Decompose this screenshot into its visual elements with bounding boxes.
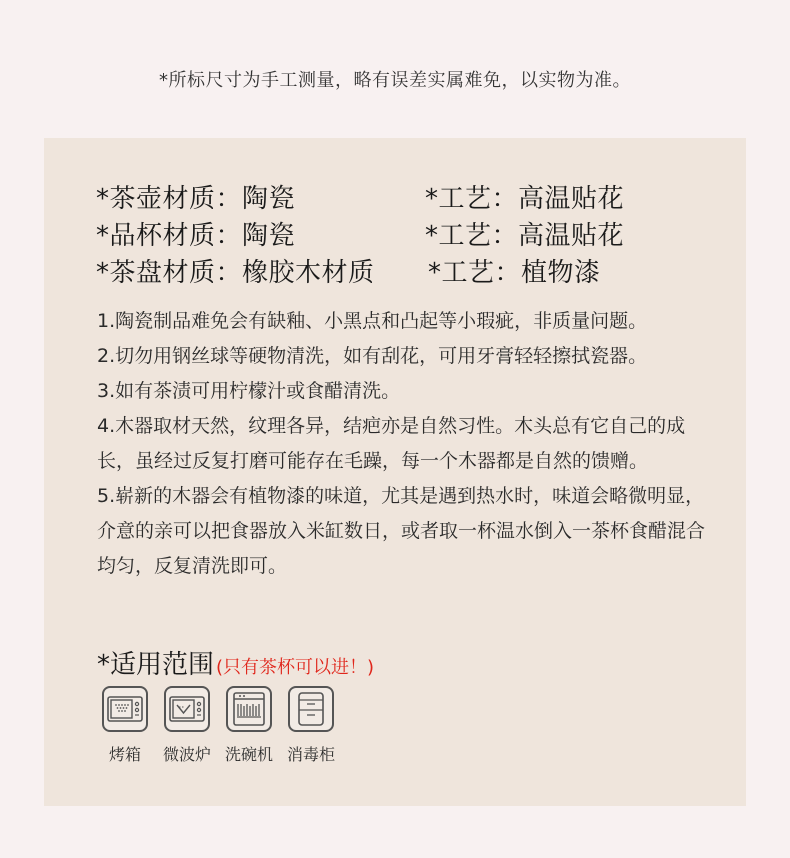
care-note-4: 4.木器取材天然，纹理各异，结疤亦是自然习性。木头总有它自己的成长，虽经过反复打磨可能存在毛躁，每一个木器都是自然的馈赠。 — [97, 415, 686, 472]
care-note-2: 2.切勿用钢丝球等硬物清洗，如有刮花，可用牙膏轻轻擦拭瓷器。 — [97, 345, 648, 367]
scope-warning: (只有茶杯可以进！) — [216, 657, 375, 678]
appliance-label-dishwasher: 洗碗机 — [224, 745, 273, 764]
top-note: *所标尺寸为手工测量，略有误差实属难免，以实物为准。 — [159, 70, 631, 91]
spec-panel — [44, 138, 746, 806]
appliance-label-microwave: 微波炉 — [162, 745, 211, 764]
appliance-oven — [98, 686, 152, 765]
dishwasher-icon — [226, 686, 272, 732]
scope-heading — [97, 644, 374, 681]
microwave-icon — [164, 686, 210, 732]
sterilizer-cabinet-icon — [288, 686, 334, 732]
scope-title: *适用范围 — [97, 650, 215, 680]
appliance-dishwasher — [222, 686, 276, 765]
oven-icon — [102, 686, 148, 732]
spec-teapot-material: *茶壶材质：陶瓷 — [96, 184, 296, 214]
appliance-label-oven: 烤箱 — [108, 745, 141, 764]
appliance-sterilizer-cabinet — [284, 686, 338, 765]
spec-cup-craft: *工艺：高温贴花 — [425, 221, 625, 251]
spec-cup-material: *品杯材质：陶瓷 — [96, 221, 296, 251]
care-note-1: 1.陶瓷制品难免会有缺釉、小黑点和凸起等小瑕疵，非质量问题。 — [97, 310, 648, 332]
care-notes — [97, 304, 717, 584]
care-note-3: 3.如有茶渍可用柠檬汁或食醋清洗。 — [97, 380, 401, 402]
spec-tray-craft: *工艺：植物漆 — [428, 258, 601, 288]
care-note-5: 5.崭新的木器会有植物漆的味道，尤其是遇到热水时，味道会略微明显，介意的亲可以把食器放入米缸数日，或者取一杯温水倒入一茶杯食醋混合均匀，反复清洗即可。 — [97, 485, 706, 577]
appliance-microwave — [160, 686, 214, 765]
appliance-label-sterilizer-cabinet: 消毒柜 — [286, 745, 335, 764]
spec-teapot-craft: *工艺：高温贴花 — [425, 184, 625, 214]
spec-tray-material: *茶盘材质：橡胶木材质 — [96, 258, 375, 288]
